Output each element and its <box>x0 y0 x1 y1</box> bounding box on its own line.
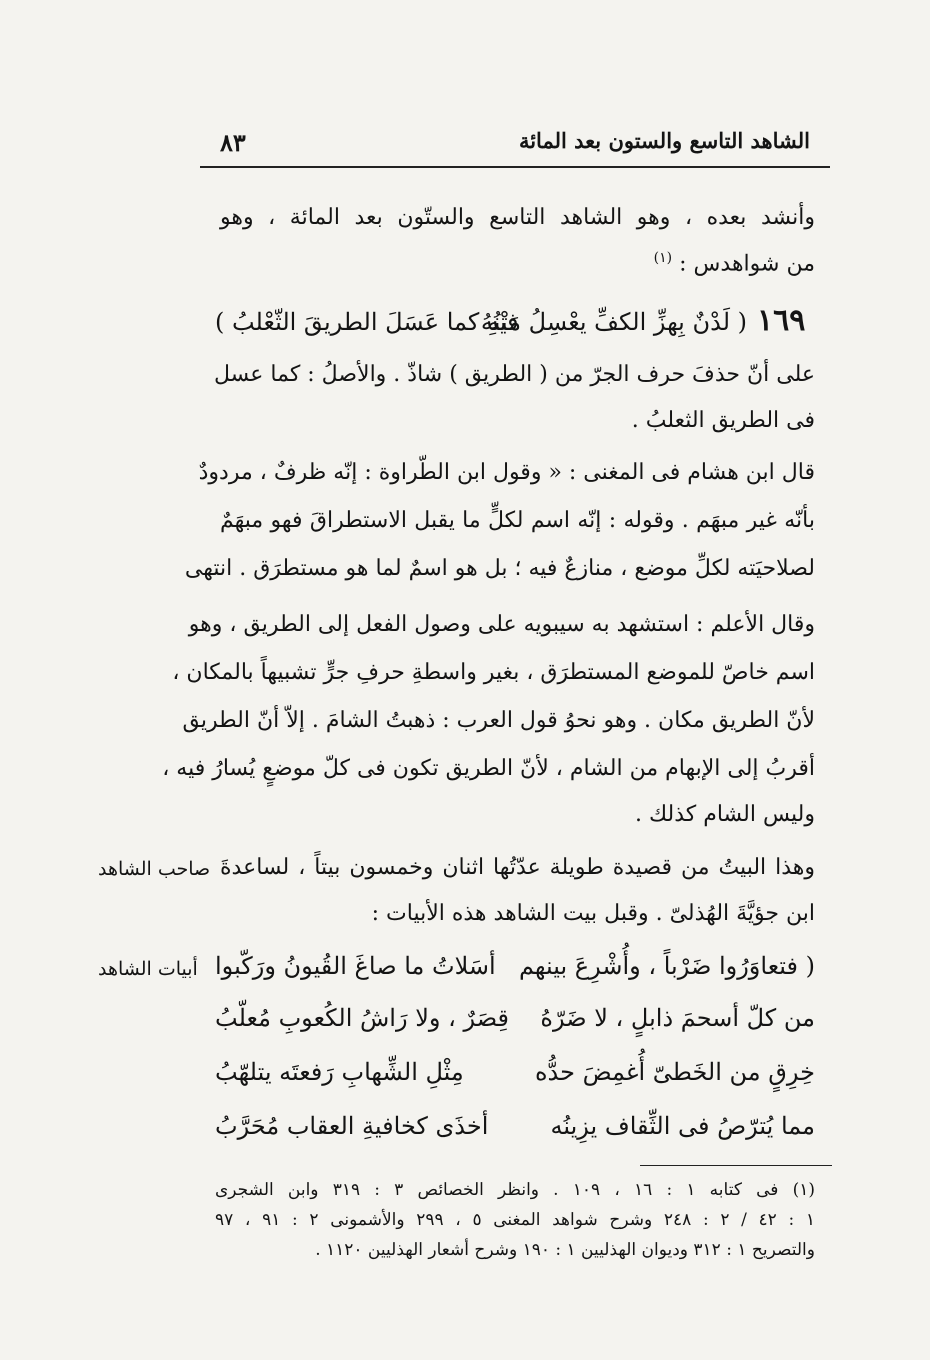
running-header-title: الشاهد التاسع والستون بعد المائة <box>518 128 810 153</box>
verse-hemistich-1: ( لَدْنٌ بِهزِّ الكفِّ يعْسِلُ مَتْنُهُ <box>480 308 747 336</box>
paragraph-1-line-1: على أنّ حذفَ حرف الجرّ من ( الطريق ) شاذّ . والأصلُ : كما عسل <box>213 362 815 387</box>
poem-line-1-first: ( فتعاوَرُوا ضَرْباً ، وأُشْرِعَ بينهم <box>518 952 815 980</box>
poem-line-3-second: مِثْلِ الشِّهابِ رَفعتَه يتلهّبُ <box>215 1058 464 1086</box>
footnote-rule <box>640 1165 832 1166</box>
footnote-line-2: ١ : ٤٢ / ٢ : ٢٤٨ وشرح شواهد المغنى ٥ ، ٢٩٩ والأشمونى ٢ : ٩١ ، ٩٧ <box>215 1210 815 1230</box>
paragraph-1-line-2: فى الطريق الثعلبُ . <box>631 408 815 433</box>
poem-line-4-first: مما يُترّصُ فى الثِّقاف يزِينُه <box>550 1112 815 1140</box>
paragraph-2-line-2: بأنّه غير مبهَم . وقوله : إنّه اسم لكلٍّ ما يقبل الاستطراقَ فهو مبهَمٌ <box>220 508 815 533</box>
paragraph-4-line-1: وهذا البيتُ من قصيدة طويلة عدّتُها اثنان وخمسون بيتاً ، لساعدةَ <box>220 855 815 880</box>
page-number: ٨٣ <box>220 128 246 157</box>
poem-line-1-second: أسَلاتُ ما صاغَ القُيونُ ورَكّبوا <box>215 952 496 980</box>
paragraph-3-line-5: وليس الشام كذلك . <box>634 802 815 827</box>
verse-hemistich-2: فيهِ كما عَسَلَ الطريقَ الثّعْلبُ ) <box>215 308 519 336</box>
margin-note-poet: صاحب الشاهد <box>98 858 211 880</box>
poem-line-4-second: أخذَى كخافيةِ العقاب مُحَرَّبُ <box>215 1112 489 1140</box>
footnote-marker: (١) <box>653 250 673 266</box>
intro-line-2-text: من شواهدس : <box>679 251 815 277</box>
paragraph-3-line-1: وقال الأعلم : استشهد به سيبويه على وصول الفعل إلى الطريق ، وهو <box>188 612 815 637</box>
intro-line-2 <box>654 250 815 278</box>
paragraph-3-line-4: أقربُ إلى الإبهام من الشام ، لأنّ الطريق تكون فى كلّ موضعٍ يُسارُ فيه ، <box>162 756 815 781</box>
verse-number: ١٦٩ <box>757 303 806 338</box>
margin-note-verses: أبيات الشاهد <box>98 958 198 980</box>
intro-line-1: وأنشد بعده ، وهو الشاهد التاسع والستّون بعد المائة ، وهو <box>220 205 815 230</box>
paragraph-3-line-2: اسم خاصّ للموضع المستطرَق ، بغير واسطةِ حرفِ جرٍّ تشبيهاً بالمكان ، <box>172 660 815 685</box>
header-rule <box>200 166 830 168</box>
poem-line-2-first: من كلّ أسحمَ ذابلٍ ، لا ضَرّهُ <box>540 1004 815 1032</box>
paragraph-2-line-3: لصلاحيَته لكلِّ موضع ، منازعٌ فيه ؛ بل هو اسمٌ لما هو مستطرَق . انتهى <box>184 556 815 581</box>
footnote-line-1: (١) فى كتابه ١ : ١٦ ، ١٠٩ . وانظر الخصائص ٣ : ٣١٩ وابن الشجرى <box>215 1180 815 1200</box>
paragraph-3-line-3: لأنّ الطريق مكان . وهو نحوُ قول العرب : ذهبتُ الشامَ . إلاّ أنّ الطريق <box>182 708 815 733</box>
poem-line-3-first: خِرِقٍ من الخَطىّ أُغمِضَ حدُّه <box>534 1058 815 1086</box>
paragraph-2-line-1: قال ابن هشام فى المغنى : « وقول ابن الطّراوة : إنّه ظرفٌ ، مردودٌ <box>198 460 815 485</box>
poem-line-2-second: قِصَرٌ ، ولا رَاشُ الكُعوبِ مُعلّبُ <box>215 1004 509 1032</box>
footnote-line-3: والتصريح ١ : ٣١٢ وديوان الهذليين ١ : ١٩٠ وشرح أشعار الهذليين ١١٢٠ . <box>315 1240 815 1260</box>
paragraph-4-line-2: ابن جؤيَّةَ الهُذلىّ . وقبل بيت الشاهد هذه الأبيات : <box>371 901 815 926</box>
